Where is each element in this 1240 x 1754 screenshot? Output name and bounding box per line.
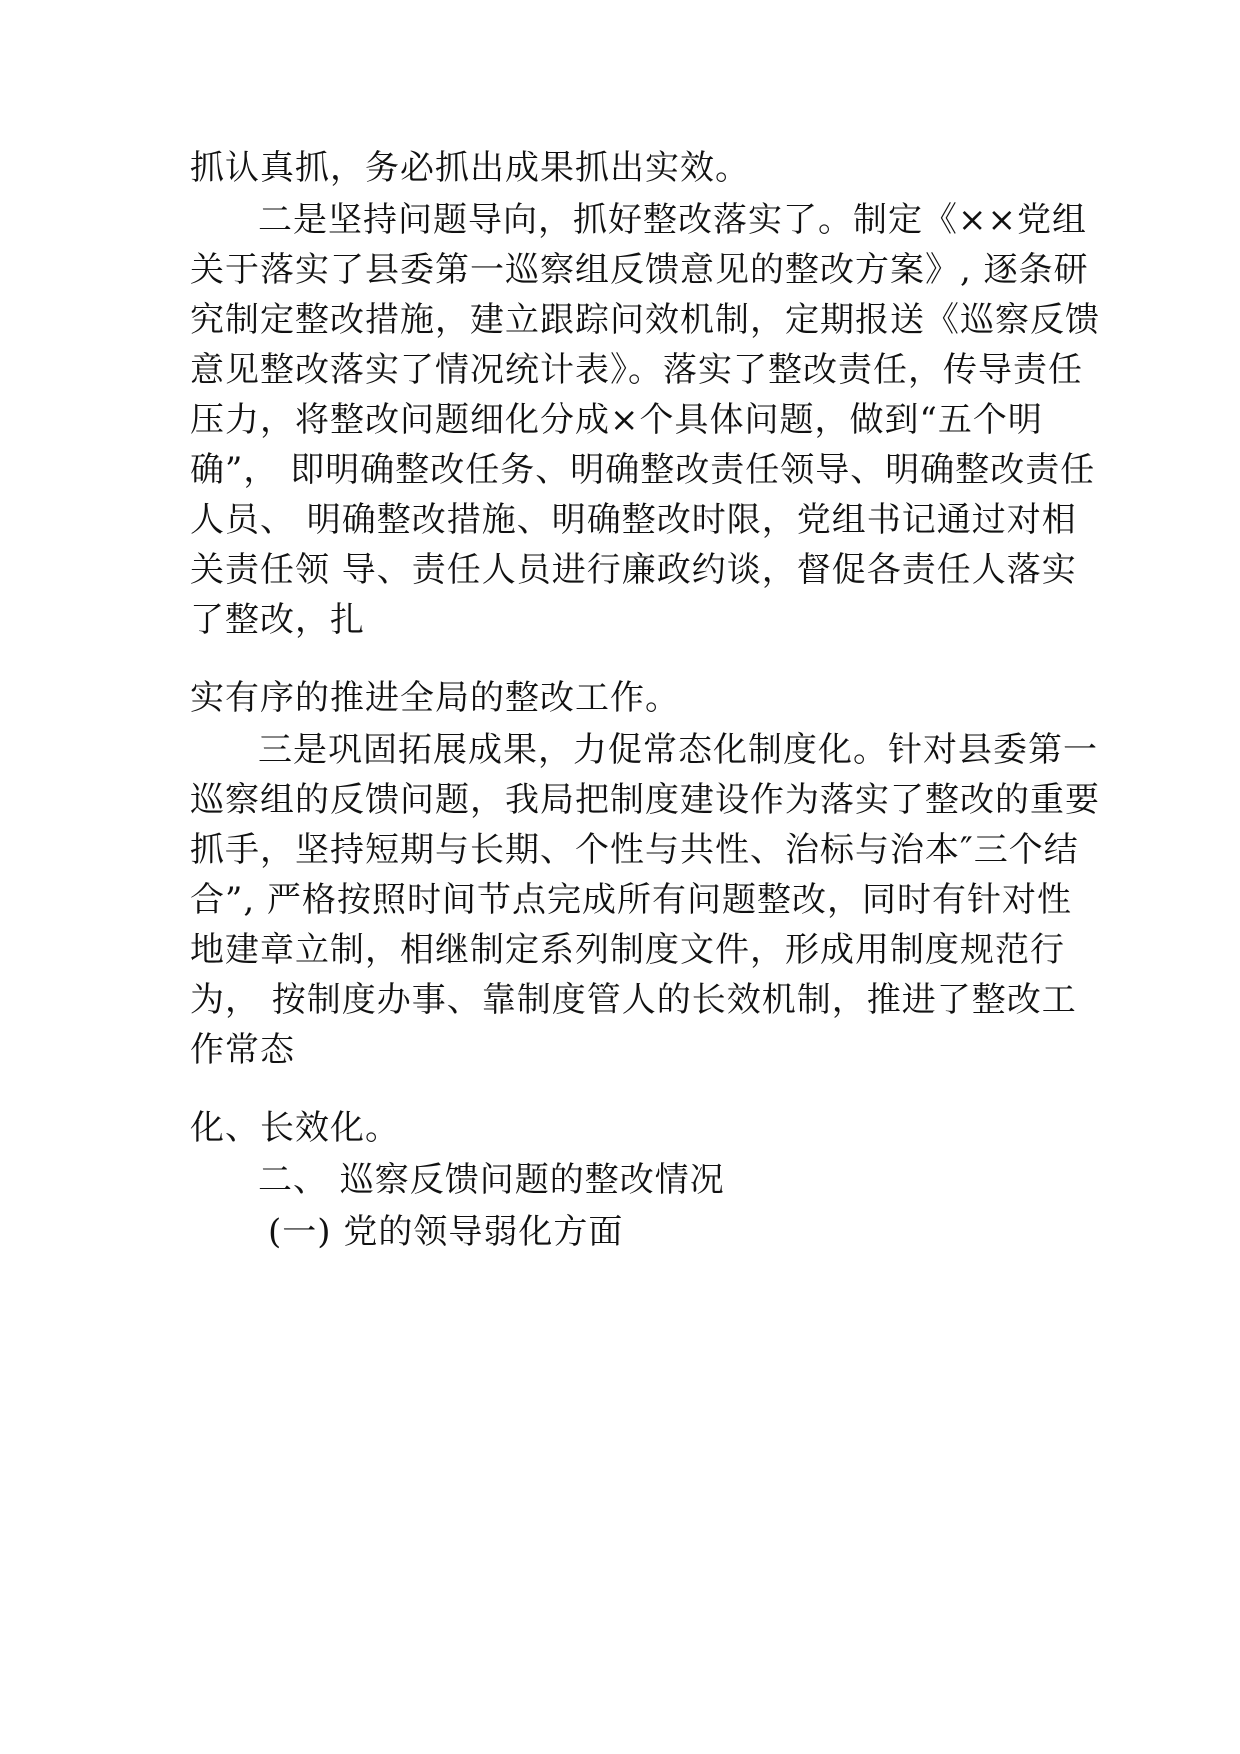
paragraph-start-line: 三是巩固拓展成果，力促常态化制度化。针对县委第一 — [258, 730, 1098, 770]
text-line: 地建章立制，相继制定系列制度文件，形成用制度规范行 — [190, 930, 1065, 970]
text-line: 实有序的推进全局的整改工作。 — [190, 678, 680, 718]
section-heading: 二、 巡察反馈问题的整改情况 — [258, 1160, 725, 1200]
text-line: 化、长效化。 — [190, 1108, 400, 1148]
text-line: 关责任领 导、责任人员进行廉政约谈，督促各责任人落实 — [190, 550, 1077, 590]
text-line: 为， 按制度办事、靠制度管人的长效机制，推进了整改工 — [190, 980, 1077, 1020]
text-line: 人员、 明确整改措施、明确整改时限，党组书记通过对相 — [190, 500, 1077, 540]
text-line: 关于落实了县委第一巡察组反馈意见的整改方案》, 逐条研 — [190, 250, 1089, 290]
text-line: 确”， 即明确整改任务、明确整改责任领导、明确整改责任 — [190, 450, 1096, 490]
text-line: 了整改，扎 — [190, 600, 365, 640]
text-line: 合”, 严格按照时间节点完成所有问题整改，同时有针对性 — [190, 880, 1072, 920]
text-line: 压力，将整改问题细化分成×个具体问题，做到“五个明 — [190, 400, 1043, 440]
text-line: 抓认真抓，务必抓出成果抓出实效。 — [190, 148, 750, 188]
text-line: 巡察组的反馈问题，我局把制度建设作为落实了整改的重要 — [190, 780, 1100, 820]
text-line: 意见整改落实了情况统计表》。落实了整改责任，传导责任 — [190, 350, 1083, 390]
text-line: 抓手，坚持短期与长期、个性与共性、治标与治本″三个结 — [190, 830, 1079, 870]
text-line: 作常态 — [190, 1030, 295, 1070]
subsection-heading: (一) 党的领导弱化方面 — [268, 1212, 624, 1252]
text-line: 究制定整改措施，建立跟踪问效机制，定期报送《巡察反馈 — [190, 300, 1100, 340]
paragraph-start-line: 二是坚持问题导向，抓好整改落实了。制定《××党组 — [258, 200, 1087, 240]
